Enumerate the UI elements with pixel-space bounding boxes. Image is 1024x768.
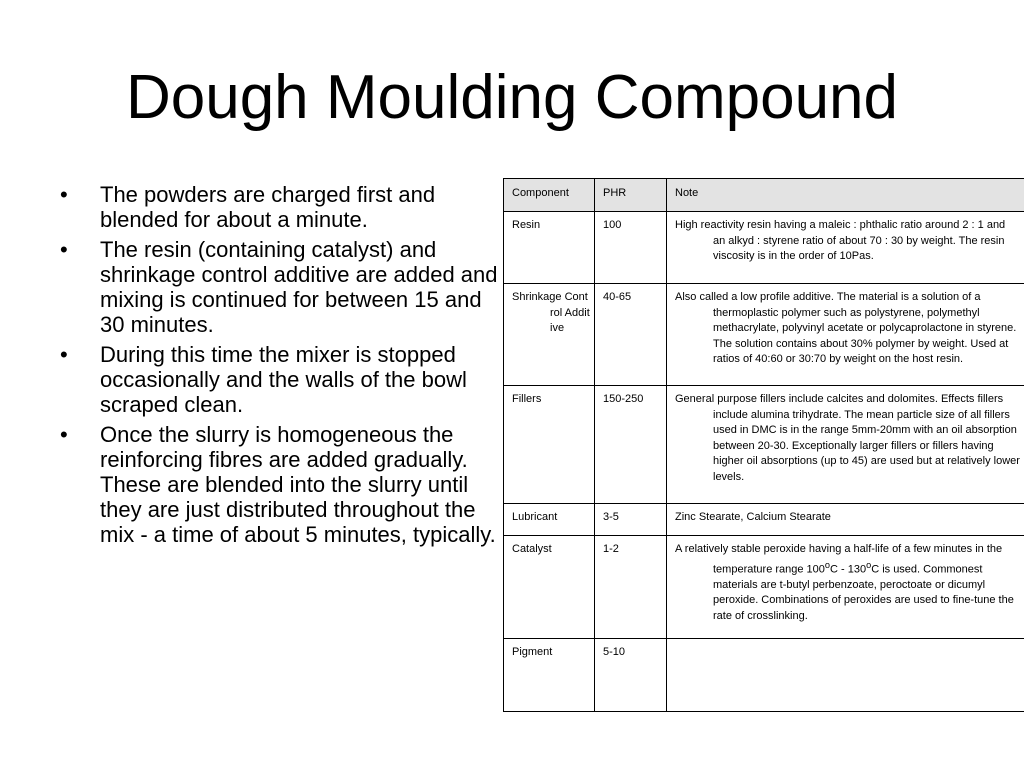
cell-note: [667, 639, 1024, 712]
cell-note: [667, 284, 1024, 386]
cell-phr: 100: [595, 212, 667, 284]
bullet-text: Once the slurry is homogeneous the reinforcing fibres are added gradually. These are blended into the slurry until they are just distributed throughout the mix - a time of about 5 minutes, typically.: [100, 422, 496, 547]
note-text: [675, 542, 1020, 624]
header-note: Note: [667, 179, 1024, 212]
bullet-icon: •: [60, 237, 68, 262]
bullet-item: [60, 182, 500, 232]
bullet-item: [60, 422, 500, 547]
bullet-list: [60, 182, 500, 552]
bullet-text: During this time the mixer is stopped occasionally and the walls of the bowl scraped clean.: [100, 342, 467, 417]
cell-note: [667, 536, 1024, 639]
note-text: Also called a low profile additive. The material is a solution of a thermoplastic polymer such as polystyrene, polymethyl methacrylate, polyvinyl acetate or polycaprolactone in styrene. The solution contains about 30% polymer by weight. Used at ratios of 40:60 or 30:70 by weight on the host resin.: [675, 291, 1017, 365]
table-row: [504, 536, 1024, 639]
table-row: [504, 504, 1024, 536]
table-header-row: [504, 179, 1024, 212]
note-text: Zinc Stearate, Calcium Stearate: [675, 511, 831, 523]
cell-phr: 5-10: [595, 639, 667, 712]
note-text: General purpose fillers include calcites and dolomites. Effects fillers include alumina trihydrate. The mean particle size of all fillers used in DMC is in the range 5mm-20mm with an oil absorption between 20-30. Exceptionally larger fillers or fillers having higher oil absorptions (up to 45) are used but at relatively lower levels.: [675, 393, 1020, 483]
header-component: Component: [504, 179, 595, 212]
bullet-text: The resin (containing catalyst) and shrinkage control additive are added and mixing is continued for between 15 and 30 minutes.: [100, 237, 498, 337]
cell-phr: 1-2: [595, 536, 667, 639]
note-segment: C is used. Commonest materials are t-butyl perbenzoate, peroctoate or dicumyl peroxide. Combinations of peroxides are used to fine-tune the rate of crosslinking.: [713, 563, 1014, 622]
cell-component: Catalyst: [504, 536, 595, 639]
cell-component: Resin: [504, 212, 595, 284]
cell-component: Lubricant: [504, 504, 595, 536]
bullet-text: The powders are charged first and blended for about a minute.: [100, 182, 436, 232]
cell-note: [667, 212, 1024, 284]
degree-superscript: o: [866, 559, 872, 570]
table-row: [504, 212, 1024, 284]
bullet-item: [60, 237, 500, 337]
bullet-icon: •: [60, 422, 68, 447]
bullet-item: [60, 342, 500, 417]
cell-component: Fillers: [504, 386, 595, 504]
table-row: [504, 284, 1024, 386]
cell-phr: 40-65: [595, 284, 667, 386]
cell-note: [667, 386, 1024, 504]
note-text: High reactivity resin having a maleic : phthalic ratio around 2 : 1 and an alkyd : styrene ratio of about 70 : 30 by weight. The resin viscosity is in the order of 10Pas.: [675, 219, 1006, 262]
note-segment: A relatively stable peroxide having a half-life of a few minutes in the temperature range 100: [675, 543, 1003, 576]
component-table: [503, 178, 1024, 712]
cell-component: [504, 284, 595, 386]
slide-title: Dough Moulding Compound: [125, 63, 899, 132]
cell-component: Pigment: [504, 639, 595, 712]
cell-note: [667, 504, 1024, 536]
table-row: [504, 639, 1024, 712]
component-text: Shrinkage Control Additive: [512, 291, 590, 334]
degree-superscript: o: [824, 559, 831, 570]
bullet-icon: •: [60, 342, 68, 367]
cell-phr: 3-5: [595, 504, 667, 536]
header-phr: PHR: [595, 179, 667, 212]
bullet-icon: •: [60, 182, 68, 207]
cell-phr: 150-250: [595, 386, 667, 504]
table-row: [504, 386, 1024, 504]
note-segment: C - 130: [830, 563, 867, 576]
